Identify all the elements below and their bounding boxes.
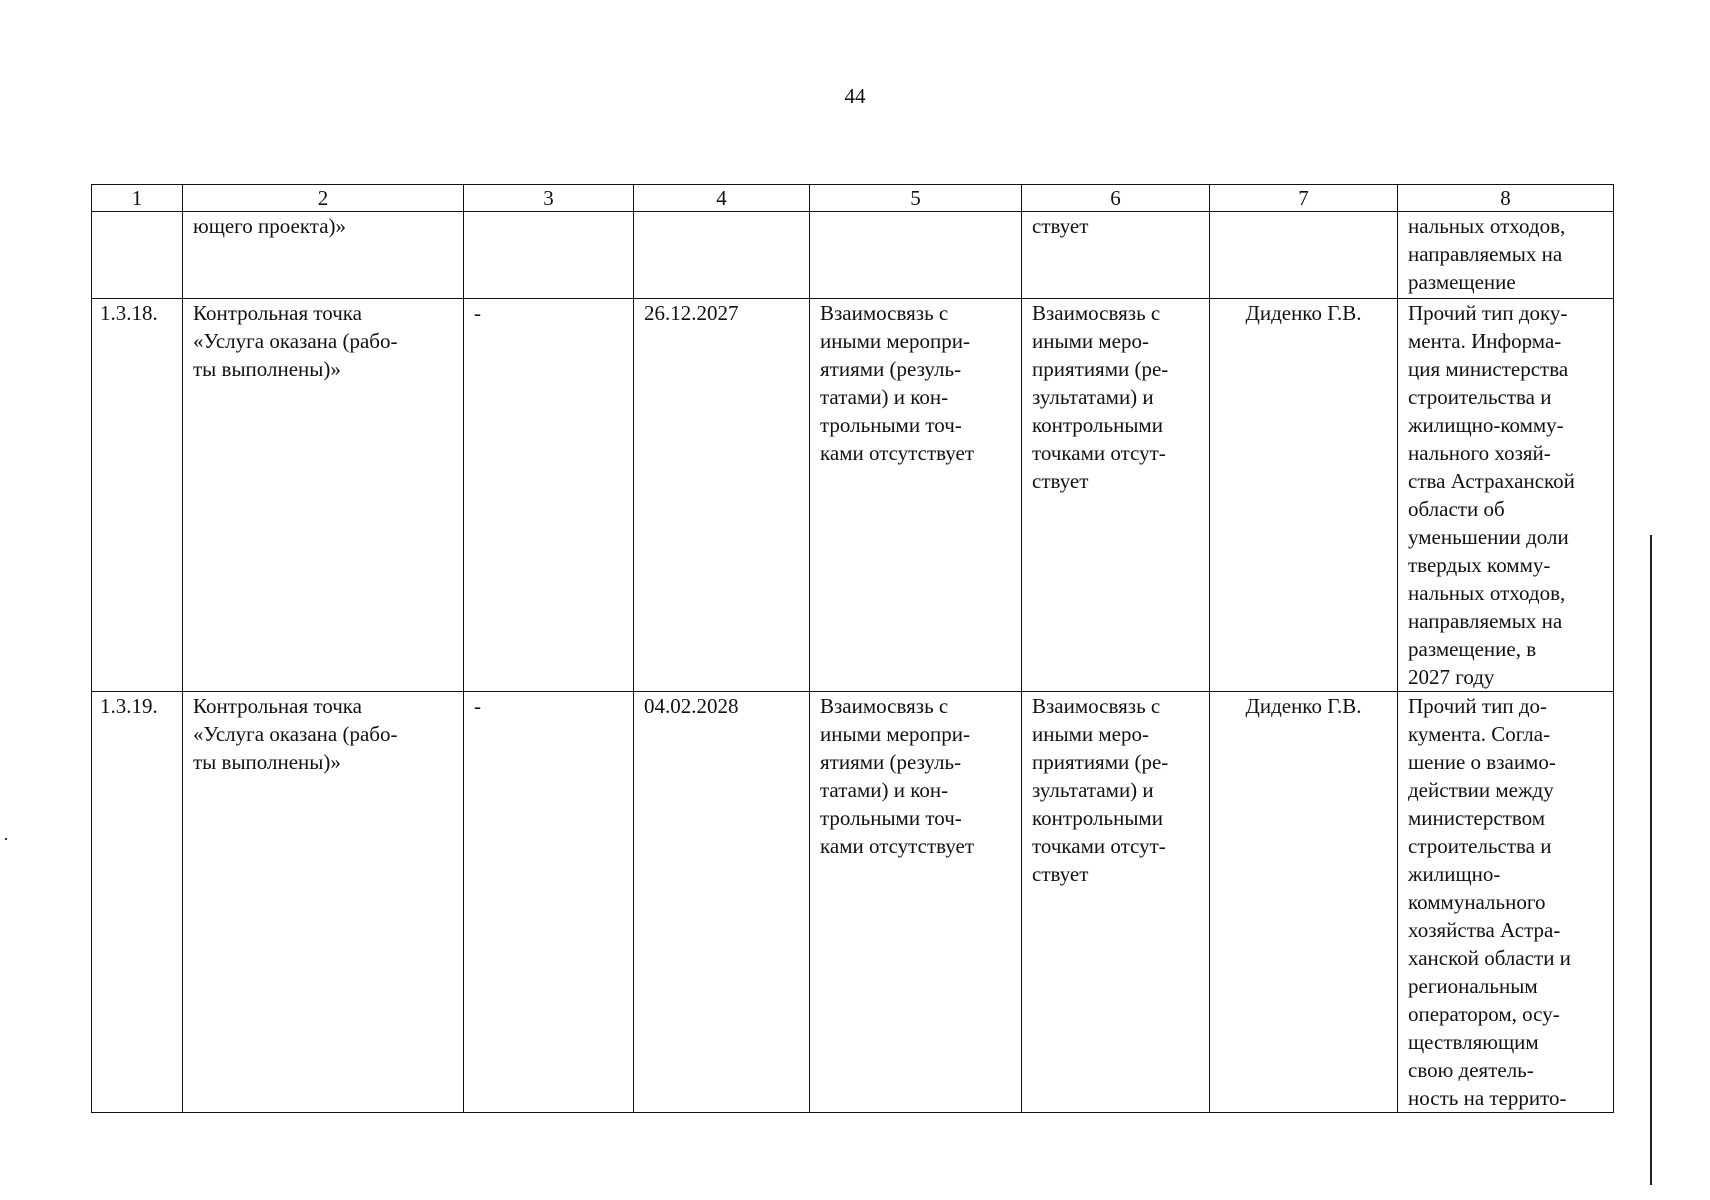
item-document: Прочий тип до- кумента. Согла- шение о взаимо- действии между министерством строительства и жилищно- коммунального хозяйства Астра- ханской области и региональным оператором, осу- ществляющим свою деятель- ность на террито- [1398, 692, 1614, 1113]
table-row [92, 212, 1614, 299]
table-row [92, 299, 1614, 692]
item-relation-2: Взаимосвязь с иными меро- приятиями (ре- зультатами) и контрольными точками отсут- ствует [1022, 692, 1210, 1113]
column-header: 4 [634, 185, 810, 212]
column-header: 1 [92, 185, 183, 212]
item-name: ющего проекта)» [183, 212, 464, 299]
item-relation: Взаимосвязь с иными меропри- ятиями (резуль- татами) и кон- трольными точ- ками отсутствует [810, 692, 1022, 1113]
item-date: 04.02.2028 [634, 692, 810, 1113]
header-row [92, 185, 1614, 212]
item-document: Прочий тип доку- мента. Информа- ция министерства строительства и жилищно-комму- нального хозяй- ства Астраханской области об уменьшении доли твердых комму- нальных отходов, направляемых на размещение, в 2027 году [1398, 299, 1614, 692]
scan-margin-line [1650, 535, 1652, 1185]
column-header: 2 [183, 185, 464, 212]
scan-speck [5, 838, 7, 840]
item-relation-2: Взаимосвязь с иными меро- приятиями (ре- зультатами) и контрольными точками отсут- ствует [1022, 299, 1210, 692]
item-responsible [1210, 212, 1398, 299]
document-table [91, 184, 1614, 1113]
column-header: 7 [1210, 185, 1398, 212]
item-relation [810, 212, 1022, 299]
item-col3 [464, 212, 634, 299]
item-number: 1.3.19. [92, 692, 183, 1113]
item-number [92, 212, 183, 299]
page-number: 44 [844, 84, 866, 108]
item-col3: - [464, 299, 634, 692]
item-responsible: Диденко Г.В. [1210, 692, 1398, 1113]
item-relation-2: ствует [1022, 212, 1210, 299]
column-header: 8 [1398, 185, 1614, 212]
item-name: Контрольная точка «Услуга оказана (рабо- ты выполнены)» [183, 692, 464, 1113]
column-header: 3 [464, 185, 634, 212]
table-row [92, 692, 1614, 1113]
item-col3: - [464, 692, 634, 1113]
item-responsible: Диденко Г.В. [1210, 299, 1398, 692]
item-date [634, 212, 810, 299]
column-header: 5 [810, 185, 1022, 212]
item-number: 1.3.18. [92, 299, 183, 692]
item-date: 26.12.2027 [634, 299, 810, 692]
item-name: Контрольная точка «Услуга оказана (рабо- ты выполнены)» [183, 299, 464, 692]
item-document: нальных отходов, направляемых на размещение [1398, 212, 1614, 299]
item-relation: Взаимосвязь с иными меропри- ятиями (резуль- татами) и кон- трольными точ- ками отсутствует [810, 299, 1022, 692]
column-header: 6 [1022, 185, 1210, 212]
